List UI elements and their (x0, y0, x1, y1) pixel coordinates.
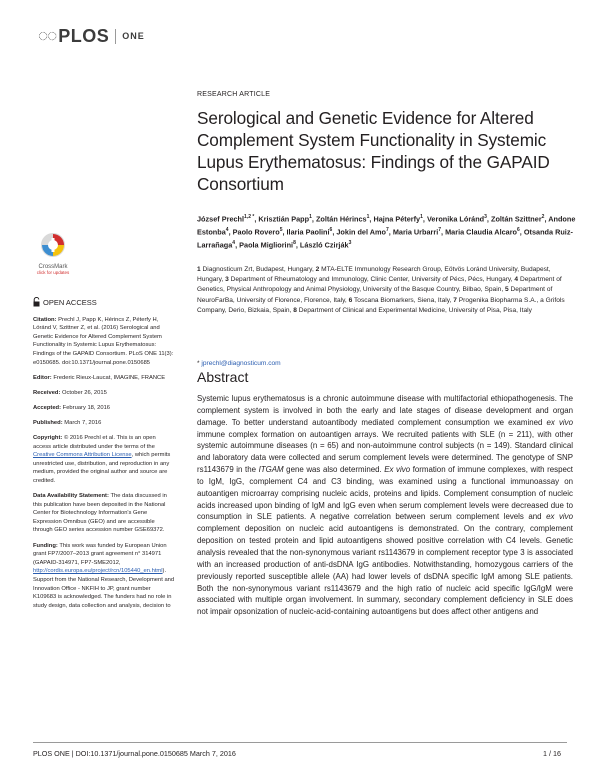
received-text: October 26, 2015 (62, 389, 107, 396)
author-name: László Czirják (299, 240, 349, 250)
affiliation-text: MTA-ELTE Immunology Research Group, Eötvös Loránd University, Budapest, Hungary, (197, 266, 551, 284)
affiliation-number: 5 (505, 286, 509, 294)
citation (33, 316, 175, 368)
accepted-label: Accepted: (33, 404, 62, 411)
abstract-italic: ex vivo (546, 417, 573, 427)
copyright-label: Copyright: (33, 435, 63, 442)
affiliation-list (197, 265, 569, 316)
accepted-date (33, 404, 175, 413)
funding-text: This work was funded by European Union grant FP7/2007–2013 grant agreement n° 314971 (GAPAID-314971, FP7-SME2012, (33, 542, 167, 566)
page-number: 1 / 16 (543, 749, 561, 758)
author-name: Maria Urbarri (392, 227, 439, 237)
author-list: József Prechl$^{1,2 *}$, Krisztián Papp$^1$, Zoltán Hérincs$^1$, Hajna Péterfy$^1$, Veronika Lóránd$^3$, Zoltán Szittner$^2$, Andone Estonba$^4$, Paolo Rovero$^5$, Ilaria Paolini$^6$, Jokin del Amo$^7$, Maria Urbarri$^7$, Maria Claudia Alcaro$^6$, Otsanda Ruiz-Larrañaga$^4$, Paola Migliorini$^8$, László Czirják$^3$ (197, 214, 576, 250)
author-name: Hajna Péterfy (373, 214, 421, 224)
article-info-sidebar (33, 297, 175, 617)
affiliation-number: 7 (453, 296, 457, 304)
affiliation-text: Progenika Biopharma S.A., a Grifols Company, Derio, Bizkaia, Spain, (197, 296, 565, 314)
copyright-text: © 2016 Prechl et al. This is an open access article distributed under the terms of the (33, 435, 156, 450)
author-affiliation-sup: 4 (225, 227, 229, 234)
logo-journal: ONE (122, 31, 145, 41)
copyright-text-end: , which permits unrestricted use, distribution, and reproduction in any medium, provided the original author and source are credited. (33, 452, 171, 484)
published-text: March 7, 2016 (64, 419, 102, 426)
funding-text-end: ). Support from the National Research, Development and Innovation Office - NKFIH to JP, grant number K109683 is acknowledged. The funders had no role in study design, data collection and analysis, decision to (33, 568, 175, 609)
author-affiliation-sup: 1 (309, 214, 312, 220)
journal-logo[interactable] (38, 26, 145, 46)
author-name: Andone Estonba (197, 214, 576, 237)
author-name: Maria Claudia Alcaro (445, 227, 518, 237)
received-date (33, 389, 175, 398)
received-label: Received: (33, 389, 61, 396)
funding-label: Funding: (33, 542, 58, 549)
citation-text: Prechl J, Papp K, Hérincs Z, Péterfy H, Lóránd V, Szittner Z, et al. (2016) Serological and Genetic Evidence for Altered Complement System Functionality in Systemic Lupus Erythematosus: Findings of the GAPAID Consortium. PLoS ONE 11(3): e0150685. doi:10.1371/journal.pone.0150685 (33, 316, 174, 366)
footer-divider (33, 742, 567, 743)
crossmark-label: CrossMark (38, 264, 68, 270)
license-link[interactable]: Creative Commons Attribution License (33, 452, 132, 459)
author-name: József Prechl (197, 214, 245, 224)
author-name: Zoltán Hérincs (315, 214, 367, 224)
funding (33, 542, 175, 611)
author-affiliation-sup: 5 (279, 227, 283, 234)
author-affiliation-sup: 6 (329, 227, 333, 234)
published-date (33, 419, 175, 428)
affiliation-text: Department of Genetics, Physical Anthropology and Animal Physiology, University of the Basque Country, Bilbao, Spain, (197, 276, 562, 294)
correspondence (197, 360, 281, 367)
author-affiliation-sup: 7 (385, 227, 389, 234)
author-affiliation-sup: 6 (517, 227, 520, 234)
article-title: Serological and Genetic Evidence for Altered Complement System Functionality in Systemic Lupus Erythematosus: Findings of the GAPAID Consortium (197, 108, 550, 194)
editor-label: Editor: (33, 374, 52, 381)
editor (33, 374, 175, 383)
author-affiliation-sup: 2 (541, 214, 545, 220)
author-affiliation-sup: 1,2 * (244, 214, 255, 220)
affiliation-number: 1 (197, 266, 201, 273)
affiliation-number: 8 (293, 306, 297, 314)
author-affiliation-sup: 7 (438, 227, 442, 234)
correspondence-mark: * (197, 360, 202, 367)
editor-text: Frederic Rieux-Laucat, IMAGINE, FRANCE (53, 374, 166, 381)
author-name: Ilaria Paolini (286, 227, 330, 237)
crossmark-sub: click for updates (36, 270, 70, 275)
author-affiliation-sup: 1 (366, 214, 370, 220)
correspondence-email[interactable]: jprechl@diagnosticum.com (201, 360, 281, 367)
author-name: Paolo Rovero (232, 227, 280, 237)
data-availability-label: Data Availability Statement: (33, 493, 109, 500)
affiliation-number: 2 (315, 266, 320, 273)
abstract-italic: Ex vivo (384, 465, 411, 475)
logo-brand: PLOS (58, 25, 110, 46)
author-affiliation-sup: 8 (293, 240, 296, 247)
author-affiliation-sup: 4 (232, 240, 236, 247)
open-access-label: OPEN ACCESS (43, 298, 97, 307)
author-name: Veronika Lóránd (426, 214, 485, 224)
open-lock-icon (33, 297, 40, 310)
abstract-italic: ex vivo (546, 512, 573, 522)
logo-divider (115, 29, 116, 44)
crossmark-badge[interactable] (33, 232, 73, 275)
author-name: Krisztián Papp (258, 214, 310, 224)
affiliation-number: 3 (225, 276, 229, 284)
affiliation-number: 6 (348, 296, 353, 304)
citation-label: Citation: (33, 316, 57, 323)
affiliation-number: 4 (514, 276, 519, 284)
affiliation-text: Diagnosticum Zrt, Budapest, Hungary, (202, 266, 314, 273)
open-access-badge (33, 297, 175, 310)
abstract-body: Systemic lupus erythematosus is a chronic autoimmune disease with multifactorial ethiopathogenesis. The complement system is involved in both the early and late stages of disease development and organ damage. To better understand autoantibody mediated complement consumption we examined ex vivo immune complex formation on autoantigen arrays. We recruited patients with SLE (n = 211), with other systemic autoimmune diseases (n = 65) and non-autoimmune control subjects (n = 149). Standard clinical and laboratory data were collected and serum complement levels were determined. The genotype of SNP rs1143679 in the ITGAM gene was also determined. Ex vivo formation of immune complexes, with respect to IgM, IgG, complement C4 and C3 binding, was examined using a functional immunoassay on autoantigen microarray comprising nucleic acids, proteins and lipids. Complement consumption of nucleic acids increased upon binding of IgM and IgG even when serum complement levels were decreased due to consumption in SLE patients. A negative correlation between serum complement levels and ex vivo complement deposition on nucleic acid autoantigens is demonstrated. On the contrary, complement deposition on tested protein and lipid autoantigens showed positive correlation with C4 levels. Genetic analysis revealed that the non-synonymous variant rs1143679 in complement receptor type 3 is associated with an increased production of anti-dsDNA IgG antibodies. Notwithstanding, homozygous carriers of the previously reported susceptible allele (AA) had lower levels of dsDNA specific IgM among SLE patients. Both the non-synonymous variant rs1143679 and the high ratio of nucleic acid specific IgG/IgM were associated with multiple organ involvement. In summary, secondary complement deficiency in SLE does not impair opsonization of nucleic-acid-containing autoantigens but does affect other antigens and (197, 394, 573, 617)
author-affiliation-sup: 3 (484, 214, 487, 220)
article-type: RESEARCH ARTICLE (197, 91, 271, 98)
affiliation-text: Department of NeuroFarBa, University of Florence, Florence, Italy, (197, 286, 553, 304)
crossmark-icon (40, 232, 66, 258)
author-name: Jokin del Amo (336, 227, 386, 237)
author-affiliation-sup: 1 (420, 214, 423, 220)
data-availability (33, 492, 175, 535)
data-availability-text: The data discussed in this publication have been deposited in the National Center for Biotechnology Information's Gene Expression Omnibus (GEO) and are accessible through GEO series accession number GSE69372. (33, 493, 167, 534)
plos-logo-icon: ◌◌ (38, 26, 57, 45)
abstract-heading: Abstract (197, 369, 249, 385)
author-affiliation-sup: 3 (348, 240, 352, 247)
footer-citation: PLOS ONE | DOI:10.1371/journal.pone.0150685 March 7, 2016 (33, 749, 236, 758)
accepted-text: February 18, 2016 (62, 404, 111, 411)
copyright (33, 434, 175, 486)
author-name: Zoltán Szittner (490, 214, 542, 224)
affiliation-text: Department of Clinical and Experimental Medicine, University of Pisa, Pisa, Italy (298, 306, 532, 314)
affiliation-text: Department of Rheumatology and Immunology, Clinic Center, University of Pécs, Pécs, Hungary, (230, 276, 513, 284)
affiliation-text: Toscana Biomarkers, Siena, Italy, (354, 296, 452, 304)
author-name: Otsanda Ruiz-Larrañaga (197, 227, 573, 250)
abstract-italic: ITGAM (258, 465, 284, 475)
author-name: Paola Migliorini (239, 240, 294, 250)
funding-link[interactable]: http://cordis.europa.eu/project/rcn/105440_en.html (33, 568, 163, 575)
published-label: Published: (33, 419, 63, 426)
